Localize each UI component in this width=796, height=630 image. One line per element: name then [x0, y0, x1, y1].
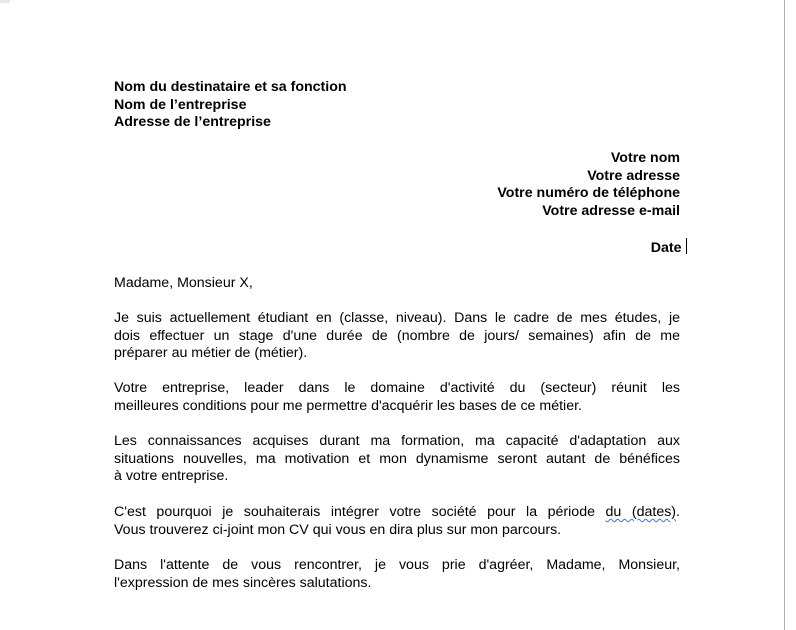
paragraph-line: l'expression de mes sincères salutations. — [114, 574, 372, 591]
paragraph-line: situations nouvelles, ma motivation et mon dynamisme seront autant de bénéfices — [114, 450, 680, 467]
paragraph-line: préparer au métier de (métier). — [114, 345, 308, 361]
paragraph-line: Les connaissances acquises durant ma formation, ma capacité d'adaptation aux — [114, 433, 680, 449]
paragraph-line: dois effectuer un stage d'une durée de (nombre de jours/ semaines) afin de me — [114, 327, 680, 344]
spellcheck-flagged-text[interactable]: du (dates) — [605, 504, 677, 520]
paragraph-line: Je suis actuellement étudiant en (classe, niveau). Dans le cadre de mes études, je — [114, 310, 680, 326]
recipient-address-line: Adresse de l’entreprise — [114, 114, 271, 130]
page-corner-mark — [0, 0, 10, 3]
paragraph-line: Votre entreprise, leader dans le domaine d'activité du (secteur) réunit les — [114, 380, 680, 396]
paragraph-line: meilleures conditions pour me permettre d'acquérir les bases de ce métier. — [114, 397, 582, 414]
sender-email-line: Votre adresse e-mail — [542, 202, 680, 219]
paragraph-line: à votre entreprise. — [114, 468, 229, 484]
paragraph-line: Vous trouverez ci-joint mon CV qui vous en dira plus sur mon parcours. — [114, 521, 562, 538]
salutation: Madame, Monsieur X, — [114, 275, 253, 291]
page-right-edge — [784, 0, 785, 630]
sender-block — [497, 150, 680, 220]
text-cursor — [686, 238, 688, 254]
paragraph-closing — [114, 557, 680, 592]
paragraph-text: . — [676, 504, 680, 520]
paragraph-skills — [114, 433, 680, 486]
recipient-block — [114, 79, 347, 132]
paragraph-line: Dans l'attente de vous rencontrer, je vous prie d'agréer, Madame, Monsieur, — [114, 557, 680, 573]
recipient-name-line: Nom du destinataire et sa fonction — [114, 79, 347, 95]
sender-phone-line: Votre numéro de téléphone — [497, 185, 680, 201]
sender-name-line: Votre nom — [610, 150, 680, 166]
paragraph-request — [114, 504, 680, 539]
date-line — [651, 238, 687, 258]
date-label: Date — [650, 240, 682, 256]
recipient-company-line: Nom de l’entreprise — [114, 96, 247, 113]
paragraph-line — [114, 504, 680, 522]
sender-address-line: Votre adresse — [587, 167, 680, 184]
paragraph-text: C'est pourquoi je souhaiterais intégrer votre société pour la période — [114, 504, 606, 520]
paragraph-company — [114, 380, 680, 415]
paragraph-internship-intro — [114, 310, 680, 363]
